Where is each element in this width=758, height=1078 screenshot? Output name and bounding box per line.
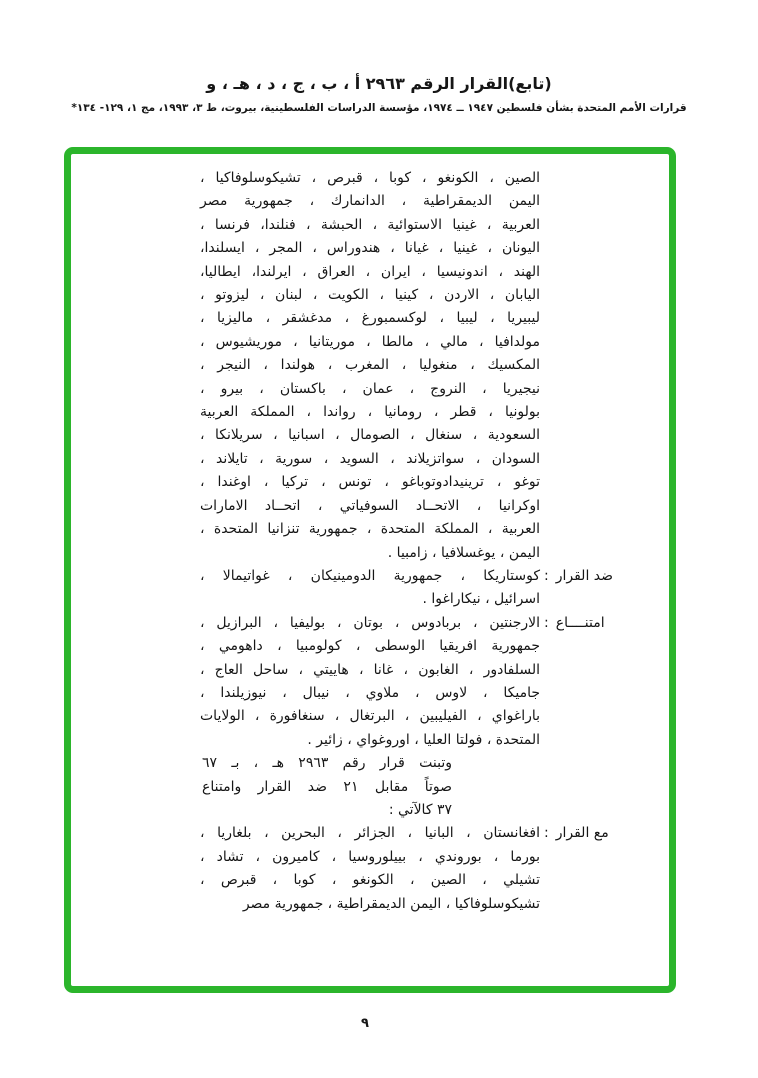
vote-label-text: امتنــــاع [555, 614, 605, 631]
vote-lines [202, 752, 452, 822]
vote-label [540, 752, 642, 822]
vote-block [200, 822, 642, 916]
vote-line: تشيلي ، الصين ، الكونغو ، كوبا ، قبرص ، [200, 872, 540, 889]
vote-lines [200, 565, 540, 612]
vote-line: المكسيك ، منغوليا ، المغرب ، هولندا ، النيجر ، [200, 357, 540, 374]
vote-line: بورما ، بوروندي ، بييلوروسيا ، كاميرون ، تشاد ، [200, 848, 540, 865]
vote-line: اليمن الديمقراطية ، الدانمارك ، جمهورية مصر [200, 193, 540, 210]
vote-line: ليبيريا ، ليبيا ، لوكسمبورغ ، مدغشقر ، ماليزيا ، [200, 310, 540, 327]
vote-lines [200, 167, 540, 565]
vote-label-colon: : [544, 567, 549, 584]
vote-block [200, 612, 642, 752]
vote-line: صوتاً مقابل ٢١ ضد القرار وامتناع [202, 778, 452, 795]
page-number: ٩ [361, 1016, 369, 1031]
vote-line: اليونان ، غينيا ، غيانا ، هندوراس ، المجر ، ايسلندا، [200, 240, 540, 257]
vote-label [540, 167, 642, 565]
vote-block [200, 752, 642, 822]
vote-line: نيجيريا ، النروج ، عمان ، باكستان ، بيرو ، [200, 380, 540, 397]
vote-line: تشيكوسلوفاكيا ، اليمن الديمقراطية ، جمهورية مصر [242, 895, 540, 912]
vote-line: ٣٧ كالآتي : [388, 801, 452, 818]
vote-line: العربية ، المملكة المتحدة ، جمهورية تنزانيا المتحدة ، [200, 521, 540, 538]
vote-line: اليابان ، الاردن ، كينيا ، الكويت ، لبنان ، ليزوتو ، [200, 287, 540, 304]
page-title: (تابع)القرار الرقم ٢٩٦٣ أ ، ب ، ج ، د ، هـ ، و [206, 74, 552, 93]
vote-line: جمهورية افريقيا الوسطى ، كولومبيا ، داهومي ، [200, 638, 540, 655]
vote-line: جاميكا ، لاوس ، ملاوي ، نيبال ، نيوزيلندا ، [200, 684, 540, 701]
vote-line: السلفادور ، الغابون ، غانا ، هاييتي ، ساحل العاج ، [200, 661, 540, 678]
vote-blocks [200, 167, 642, 916]
vote-line: وتبنت قرار رقم ٢٩٦٣ هـ ، بـ ٦٧ [202, 755, 452, 772]
vote-label [540, 612, 642, 752]
vote-line: اليمن ، يوغسلافيا ، زامبيا . [387, 544, 540, 561]
vote-line: مولدافيا ، مالي ، مالطا ، موريتانيا ، موريشيوس ، [200, 333, 540, 350]
vote-line: بولونيا ، قطر ، رومانيا ، رواندا ، المملكة العربية [200, 404, 540, 421]
vote-line: الارجنتين ، بربادوس ، بوتان ، بوليفيا ، البرازيل ، [200, 614, 540, 631]
vote-line: اسرائيل ، نيكاراغوا . [422, 591, 540, 608]
vote-lines [200, 822, 540, 916]
vote-line: باراغواي ، الفيليبين ، البرتغال ، سنغافورة ، الولايات [200, 708, 540, 725]
vote-label-text: ضد القرار [555, 567, 614, 584]
vote-line: المتحدة ، فولتا العليا ، اوروغواي ، زائير . [307, 731, 540, 748]
vote-lines [200, 612, 540, 752]
vote-label-colon: : [544, 614, 549, 631]
vote-line: اوكرانيا ، الاتحــاد السوفياتي ، اتحــاد الامارات [200, 497, 540, 514]
vote-block [200, 167, 642, 565]
vote-label-colon: : [544, 825, 549, 842]
vote-line: كوستاريكا ، جمهورية الدومينيكان ، غواتيمالا ، [200, 567, 540, 584]
vote-label [540, 822, 642, 916]
vote-block [200, 565, 642, 612]
vote-line: السعودية ، سنغال ، الصومال ، اسبانيا ، سريلانكا ، [200, 427, 540, 444]
vote-line: الهند ، اندونيسيا ، ايران ، العراق ، ايرلندا، ايطاليا، [200, 263, 540, 280]
vote-line: افغانستان ، البانيا ، الجزائر ، البحرين ، بلغاريا ، [200, 825, 540, 842]
vote-line: توغو ، ترينيدادوتوباغو ، تونس ، تركيا ، اوغندا ، [200, 474, 540, 491]
source-citation: قرارات الأمم المتحدة بشأن فلسطين ١٩٤٧ ــ ١٩٧٤، مؤسسة الدراسات الفلسطينية، بيروت، ط ٣، ١٩٩٣، مج ١، ١٢٩- ١٣٤* [71, 102, 687, 114]
vote-label [540, 565, 642, 612]
vote-line: الصين ، الكونغو ، كوبا ، قبرص ، تشيكوسلوفاكيا ، [200, 170, 540, 186]
vote-label-text: مع القرار [555, 825, 609, 842]
vote-line: العربية ، غينيا الاستوائية ، الحبشة ، فنلندا، فرنسا ، [200, 216, 540, 233]
vote-line: السودان ، سواتزيلاند ، السويد ، سورية ، تايلاند ، [200, 450, 540, 467]
